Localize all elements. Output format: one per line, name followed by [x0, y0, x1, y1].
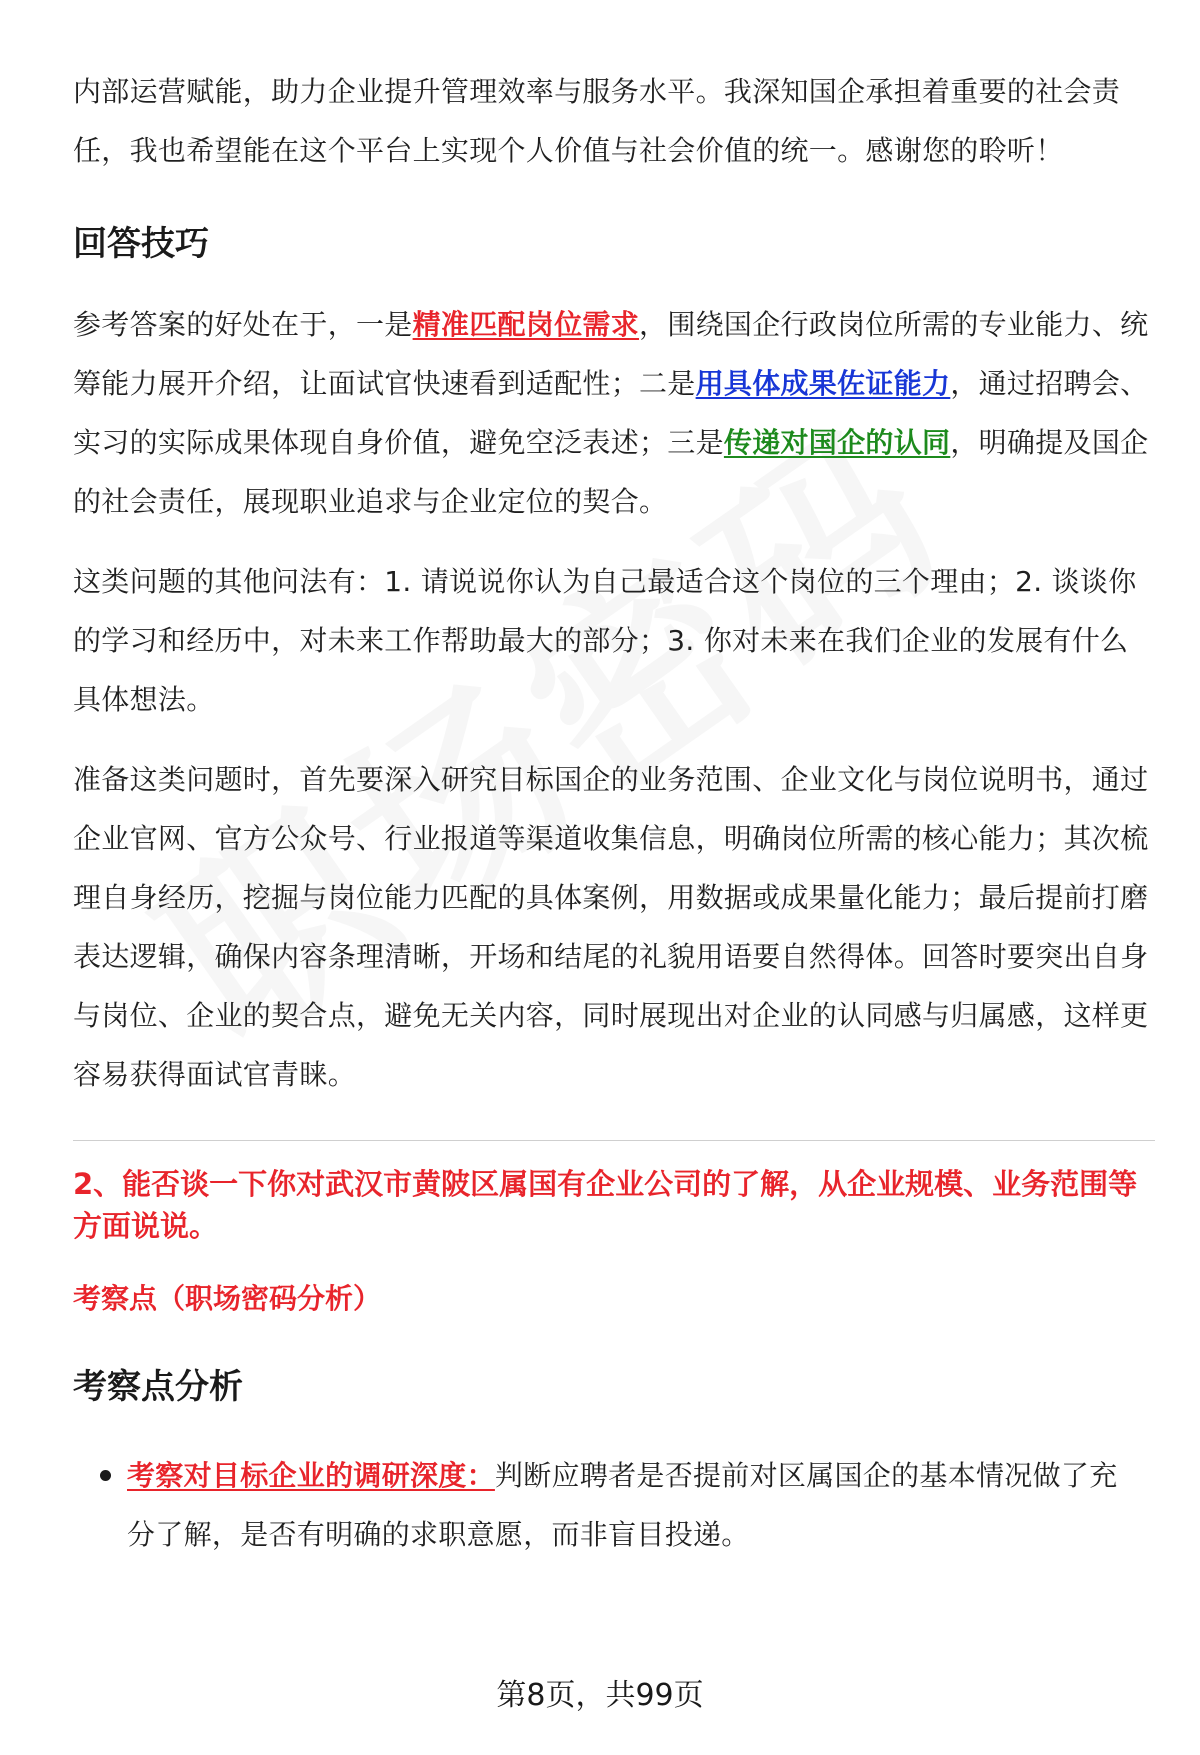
- analysis-heading: 考察点分析: [73, 1367, 243, 1407]
- bullet-label: 考察对目标企业的调研深度：: [127, 1459, 495, 1492]
- tips-text-1: 参考答案的好处在于，一是: [73, 308, 413, 341]
- highlight-concrete-results: 用具体成果佐证能力: [695, 367, 951, 400]
- tips-text-4: ，明确提及国企的社会责任，展现职业追求与企业定位的契合。: [73, 426, 1149, 518]
- bullet-description: 判断应聘者是否提前对区属国企的基本情况做了充分了解，是否有明确的求职意愿，而非盲目投递。: [127, 1459, 1118, 1551]
- document-content: [73, 62, 1153, 1564]
- bullet-item: [73, 1446, 1153, 1564]
- bullet-dot-icon: [100, 1470, 111, 1481]
- intro-paragraph: 内部运营赋能，助力企业提升管理效率与服务水平。我深知国企承担着重要的社会责任，我也希望能在这个平台上实现个人价值与社会价值的统一。感谢您的聆听！: [73, 75, 1121, 167]
- page-footer: 第8页，共99页: [496, 1678, 704, 1713]
- tips-text-3: ，通过招聘会、实习的实际成果体现自身价值，避免空泛表述；三是: [73, 367, 1149, 459]
- tips-heading: 回答技巧: [73, 224, 209, 264]
- section-divider: [73, 1140, 1155, 1141]
- tips-text-2: ，围绕国企行政岗位所需的专业能力、统筹能力展开介绍，让面试官快速看到适配性；二是: [73, 308, 1149, 400]
- other-questions-paragraph: 这类问题的其他问法有：1. 请说说你认为自己最适合这个岗位的三个理由；2. 谈谈你的学习和经历中，对未来工作帮助最大的部分；3. 你对未来在我们企业的发展有什么具体想法。: [73, 565, 1137, 716]
- tips-paragraph: [73, 295, 1153, 531]
- preparation-paragraph: 准备这类问题时，首先要深入研究目标国企的业务范围、企业文化与岗位说明书，通过企业官网、官方公众号、行业报道等渠道收集信息，明确岗位所需的核心能力；其次梳理自身经历，挖掘与岗位能力匹配的具体案例，用数据或成果量化能力；最后提前打磨表达逻辑，确保内容条理清晰，开场和结尾的礼貌用语要自然得体。回答时要突出自身与岗位、企业的契合点，避免无关内容，同时展现出对企业的认同感与归属感，这样更容易获得面试官青睐。: [73, 763, 1149, 1091]
- highlight-precise-match: 精准匹配岗位需求: [412, 308, 640, 341]
- bullet-text: [127, 1446, 1137, 1564]
- highlight-soe-identity: 传递对国企的认同: [723, 426, 951, 459]
- question-2: 2、能否谈一下你对武汉市黄陂区属国有企业公司的了解，从企业规模、业务范围等方面说说。: [73, 1167, 1138, 1243]
- exam-point-label: 考察点（职场密码分析）: [73, 1282, 382, 1315]
